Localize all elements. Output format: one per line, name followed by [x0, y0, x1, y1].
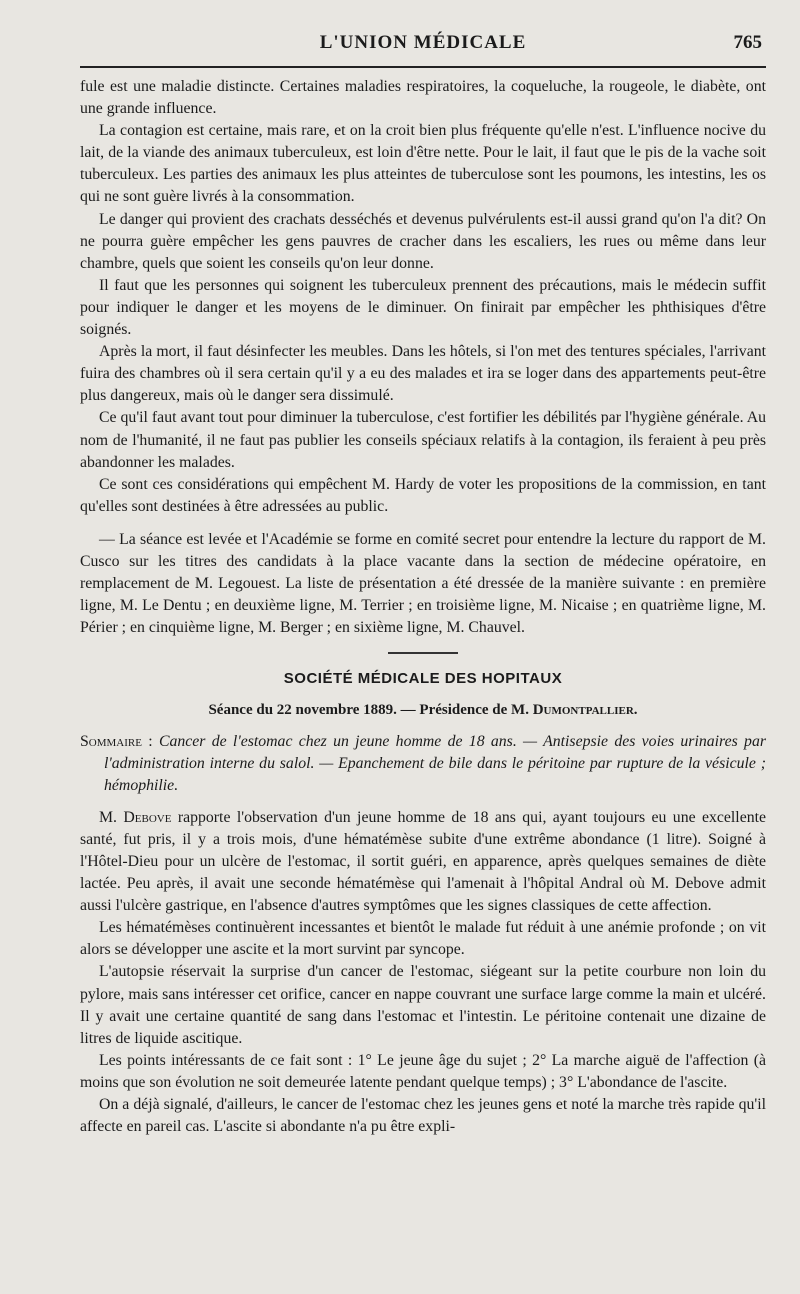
paragraph: Les points intéressants de ce fait sont : 1° Le jeune âge du sujet ; 2° La marche aiguë de l'affection (à moins que son évolution ne soit demeurée latente pendant quelque temps) ; 3° L'abondance de l'ascite.	[80, 1051, 766, 1091]
paragraph	[80, 807, 766, 917]
seance-line	[80, 699, 766, 721]
paragraph: Après la mort, il faut désinfecter les meubles. Dans les hôtels, si l'on met des tentures spéciales, l'arrivant fuira des chambres où il sera certain qu'il y a eu des malades et ira se loger dans des appartements peut-être plus dangereux, mais où le danger sera dissimulé.	[80, 343, 766, 405]
president-name: Dumontpallier.	[532, 702, 638, 719]
paragraph: fule est une maladie distincte. Certaines maladies respiratoires, la coqueluche, la rougeole, le diabète, ont une grande influence.	[80, 78, 766, 118]
section-title: SOCIÉTÉ MÉDICALE DES HOPITAUX	[283, 670, 563, 688]
paragraph: Le danger qui provient des crachats desséchés et devenus pulvérulents est-il aussi grand qu'on l'a dit? On ne pourra guère empêcher les gens pauvres de cracher dans les escaliers, les rues ou même dans leur chambre, quels que soient les conseils qu'on leur donne.	[80, 210, 766, 272]
section-separator	[388, 652, 458, 654]
paragraph: L'autopsie réservait la surprise d'un cancer de l'estomac, siégeant sur la petite courbure non loin du pylore, mais sans intéresser cet orifice, cancer en nappe couvrant une surface large comme la main et ulcéré. Il y avait une certaine quantité de sang dans l'estomac et l'intestin. Le péritoine contenait une dizaine de litres de liquide ascitique.	[80, 963, 766, 1047]
page-header	[80, 30, 766, 64]
running-title: L'UNION MÉDICALE	[319, 32, 527, 53]
author-name: M. Debove	[99, 808, 172, 826]
paragraph: On a déjà signalé, d'ailleurs, le cancer de l'estomac chez les jeunes gens et noté la marche très rapide qu'il affecte en pareil cas. L'ascite si abondante n'a pu être expli-	[80, 1096, 766, 1136]
sommaire: Sommaire : Cancer de l'estomac chez un jeune homme de 18 ans. — Antisepsie des voies urinaires par l'administration interne du salol. — Epanchement de bile dans le péritoine par rupture de la vésicule ; hémophilie.	[80, 732, 766, 794]
paragraph: La contagion est certaine, mais rare, et on la croit bien plus fréquente qu'elle n'est. L'influence nocive du lait, de la viande des animaux tuberculeux, est loin d'être nette. Pour le lait, il faut que le pis de la vache soit tuberculeux. Les parties des animaux les plus atteintes de tuberculose sont les poumons, les intestins, les os qui ne sont guère livrés à la consommation.	[80, 122, 766, 206]
page-number: 765	[733, 32, 762, 53]
paragraph: Les hématémèses continuèrent incessantes et bientôt le malade fut réduit à une anémie profonde ; on vit alors se développer une ascite et la mort survint par syncope.	[80, 919, 766, 959]
paragraph: — La séance est levée et l'Académie se forme en comité secret pour entendre la lecture du rapport de M. Cusco sur les titres des candidats à la place vacante dans la section de médecine opératoire, en remplacement de M. Legouest. La liste de présentation a été dressée de la manière suivante : en première ligne, M. Le Dentu ; en deuxième ligne, M. Terrier ; en troisième ligne, M. Nicaise ; en quatrième ligne, M. Périer ; en cinquième ligne, M. Berger ; en sixième ligne, M. Chauvel.	[80, 530, 766, 637]
paragraph-text: rapporte l'observation d'un jeune homme de 18 ans qui, ayant toujours eu une excellente santé, fut pris, il y a trois mois, d'une hématémèse subite d'une extrême abondance (1 litre). Soigné à l'Hôtel-Dieu pour un ulcère de l'estomac, il sortit guéri, en apparence, après quelques semaines de diète lactée. Peu après, il avait une seconde hématémèse qui l'amenait à l'hôpital Andral où M. Debove admit aussi l'ulcère gastrique, en l'absence d'autres symptômes que les signes classiques de cette affection.	[80, 808, 767, 915]
header-rule	[80, 66, 766, 68]
sommaire-items: Cancer de l'estomac chez un jeune homme de 18 ans. — Antisepsie des voies urinaires par l'administration interne du salol. — Epanchement de bile dans le péritoine par rupture de la vésicule ; hémophilie.	[104, 732, 766, 794]
sommaire-label: Sommaire	[80, 732, 142, 750]
paragraph: Ce sont ces considérations qui empêchent M. Hardy de voter les propositions de la commission, en tant qu'elles sont destinées à être adressées au public.	[80, 475, 766, 515]
seance-text: Séance du 22 novembre 1889. — Présidence de M.	[208, 702, 529, 719]
paragraph: Il faut que les personnes qui soignent les tuberculeux prennent des précautions, mais le médecin suffit pour indiquer le danger et les moyens de le diminuer. On finirait par empêcher les phthisiques d'être soignés.	[80, 276, 766, 339]
paragraph: Ce qu'il faut avant tout pour diminuer la tuberculose, c'est fortifier les débilités par l'hygiène générale. Au nom de l'humanité, il ne faut pas publier les conseils spéciaux relatifs à la contagion, ils feraient à peu près abandonner les malades.	[80, 409, 766, 471]
article-body	[80, 76, 766, 1138]
